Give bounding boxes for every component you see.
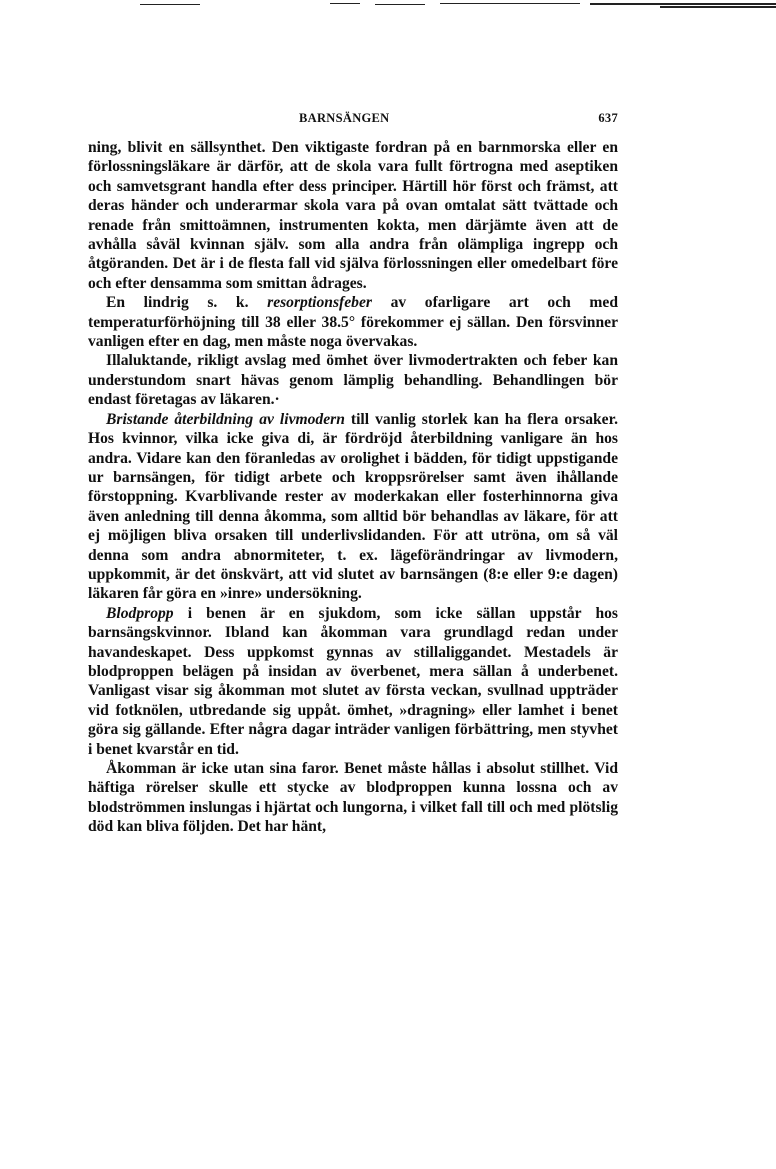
scan-edge-artifact [120,2,776,8]
running-head-title: BARNSÄNGEN [299,111,390,125]
italic-term: Blodpropp [106,604,174,622]
paragraph [88,759,618,837]
text-run: Åkomman är icke utan sina faror. Benet måste hållas i absolut stillhet. Vid häftiga rörelser skulle ett stycke av blodproppen kunna lossna och av blodströmmen inslungas i hjärtat och lungorna, i vilket fall till och med plötslig död kan bliva följden. Det har hänt, [88,760,618,836]
text-run: till vanlig storlek kan ha flera orsaker. Hos kvinnor, vilka icke giva di, är fördröjd återbildning vanligare än hos andra. Vidare kan den föranledas av orolighet i bädden, för tidigt uppstigande ur barnsängen, för tidigt arbete och kroppsrörelser samt även ihållande förstoppning. Kvarblivande rester av moderkakan eller fosterhinnorna giva även anledning till denna åkomma, som alltid bör behandlas av läkare, för att ej möjligen bliva orsaken till underlivslidanden. För att utröna, om så väl denna som andra abnormiteter, t. ex. lägeförändringar av livmodern, uppkommit, är det önskvärt, att vid slutet av barnsängen (8:e eller 9:e dagen) läkaren får göra en »inre» undersökning. [88,410,618,603]
body-text [88,138,618,837]
running-head [88,111,618,129]
paragraph [88,138,618,293]
page-number: 637 [598,111,618,125]
text-run: ning, blivit en sällsynthet. Den viktigaste fordran på en barnmorska eller en förlossningsläkare är därför, att de skola vara fullt förtrogna med aseptiken och samvetsgrant handla efter dess principer. Härtill hör först och främst, att deras händer och underarmar skola vara på ovan omtalat sätt tvättade och renade från smittoämnen, instrumenten kokta, men därjämte även att de avhålla såväl kvinnan själv. som alla andra från olämpliga ingrepp och åtgöranden. Det är i de flesta fall vid själva förlossningen eller omedelbart före och efter densamma som smittan ådrages. [88,139,618,292]
text-run: i benen är en sjukdom, som icke sällan uppstår hos barnsängskvinnor. Ibland kan åkomman vara grundlagd redan under havandeskapet. Dess uppkomst gynnas av stillaliggandet. Mestadels är blodproppen belägen på insidan av överbenet, mera sällan å underbenet. Vanligast visar sig åkomman mot slutet av första veckan, svullnad uppträder vid fotknölen, utbredande sig uppåt. ömhet, »dragning» eller lamhet i benet göra sig gällande. Efter några dagar inträder vanligen förbättring, men styvhet i benet kvarstår en tid. [88,604,618,758]
paragraph [88,293,618,351]
text-run: Illaluktande, rikligt avslag med ömhet över livmodertrakten och feber kan understundom snart hävas genom lämplig behandling. Behandlingen bör endast företagas av läkaren.· [88,352,618,409]
paragraph [88,410,618,604]
paragraph [88,604,618,759]
text-run: av ofarligare art och med temperaturförhöjning till 38 eller 38.5° förekommer ej sällan. Den försvinner vanligen efter en dag, men måste noga övervakas. [88,294,619,351]
italic-term: Bristande återbildning av livmodern [106,410,345,428]
italic-term: resorptionsfeber [267,294,372,312]
text-run: En lindrig s. k. [106,294,268,312]
paragraph [88,351,618,409]
